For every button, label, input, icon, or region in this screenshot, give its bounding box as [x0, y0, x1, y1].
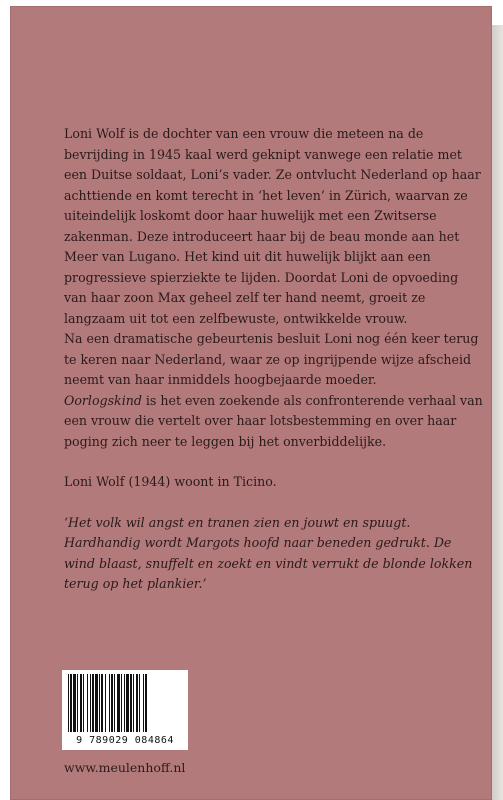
blurb	[64, 124, 484, 595]
blurb-paragraph-2: Na een dramatische gebeurtenis besluit Loni nog één keer terug te keren naar Nederland, waar ze op ingrijpende wijze afscheid neemt van haar inmiddels hoogbejaarde moeder.	[64, 331, 479, 387]
blurb-paragraph-3	[64, 391, 484, 453]
isbn-number: 9 789029 084864	[76, 735, 174, 746]
book-back-cover	[10, 0, 491, 800]
barcode	[62, 670, 188, 750]
excerpt-quote: ‘Het volk wil angst en tranen zien en jouwt en spuugt. Hardhandig wordt Margots hoofd naar beneden gedrukt. De wind blaast, snuffelt en zoekt en vindt verrukt de blonde lokken terug op het plankier.’	[64, 514, 473, 591]
publisher-website: www.meulenhoff.nl	[64, 760, 186, 775]
barcode-bars-icon	[66, 674, 184, 734]
blurb-paragraph-1: Loni Wolf is de dochter van een vrouw die meteen na de bevrijding in 1945 kaal werd geknipt vanwege een relatie met een Duitse soldaat, Loni’s vader. Ze ontvlucht Nederland op haar achttiende en komt terecht in ‘het leven’ in Zürich, waarvan ze uiteindelijk loskomt door haar huwelijk met een Zwitserse zakenman. Deze introduceert haar bij de beau monde aan het Meer van Lugano. Het kind uit dit huwelijk blijkt aan een progressieve spierziekte te lijden. Doordat Loni de opvoeding van haar zoon Max geheel zelf ter hand neemt, groeit ze langzaam uit tot een zelfbewuste, ontwikkelde vrouw.	[64, 126, 481, 326]
book-title-italic: Oorlogskind	[64, 392, 142, 408]
author-note: Loni Wolf (1944) woont in Ticino.	[64, 474, 277, 489]
cover-surface	[10, 6, 492, 800]
blurb-paragraph-3-rest: is het even zoekende als confronterende verhaal van een vrouw die vertelt over haar lotsbestemming en over haar poging zich neer te leggen bij het onverbiddelijke.	[64, 392, 483, 449]
